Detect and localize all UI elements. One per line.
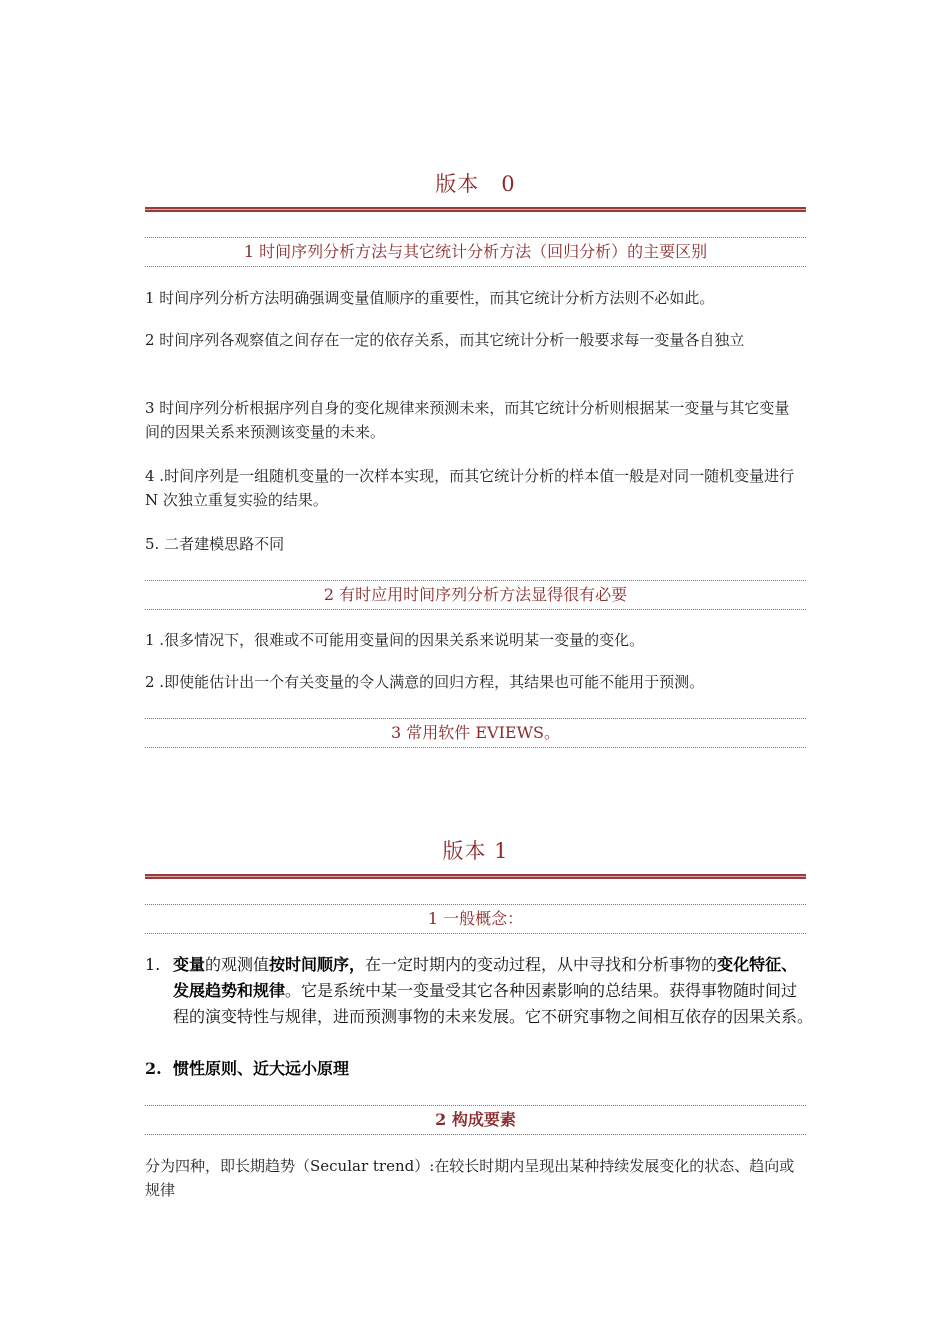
v1-s2-para-1: 分为四种，即长期趋势（Secular trend）:在较长时期内呈现出某种持续发展变化的状态、趋向或规律 [145,1157,795,1199]
version-0-title: 版本 0 [435,172,516,196]
v0-section-1-heading: 1 时间序列分析方法与其它统计分析方法（回归分析）的主要区别 [145,237,806,267]
v1-section-1-heading: 1 一般概念： [145,904,806,934]
list-text: 惯性原则、近大远小原理 [173,1059,350,1078]
v1-section-2-heading: 2 构成要素 [145,1105,806,1135]
list-number: 2. [145,1059,162,1078]
version-0-rule [145,207,806,212]
v0-s1-para-5: 5. 二者建模思路不同 [145,535,285,553]
version-1-title: 版本 1 [442,839,509,863]
version-1-rule [145,874,806,879]
v0-s2-para-2: 2 .即使能估计出一个有关变量的令人满意的回归方程，其结果也可能不能用于预测。 [145,673,705,691]
v0-s1-para-1: 1 时间序列分析方法明确强调变量值顺序的重要性，而其它统计分析方法则不必如此。 [145,289,715,307]
v0-s1-para-4: 4 .时间序列是一组随机变量的一次样本实现，而其它统计分析的样本值一般是对同一随机变量进行 N 次独立重复实验的结果。 [145,467,795,509]
v0-s1-para-3: 3 时间序列分析根据序列自身的变化规律来预测未来，而其它统计分析则根据某一变量与其它变量间的因果关系来预测该变量的未来。 [145,399,790,441]
list-number: 1. [145,955,161,974]
v0-s1-para-2: 2 时间序列各观察值之间存在一定的依存关系，而其它统计分析一般要求每一变量各自独立 [145,331,745,349]
list-text: 变量的观测值按时间顺序，在一定时期内的变动过程，从中寻找和分析事物的变化特征、发展趋势和规律。它是系统中某一变量受其它各种因素影响的总结果。获得事物随时间过程的演变特性与规律，进而预测事物的未来发展。它不研究事物之间相互依存的因果关系。 [173,955,814,1026]
v0-section-2-heading: 2 有时应用时间序列分析方法显得很有必要 [145,580,806,610]
v0-section-3-heading: 3 常用软件 EVIEWS。 [145,718,806,748]
v0-s2-para-1: 1 .很多情况下，很难或不可能用变量间的因果关系来说明某一变量的变化。 [145,631,645,649]
